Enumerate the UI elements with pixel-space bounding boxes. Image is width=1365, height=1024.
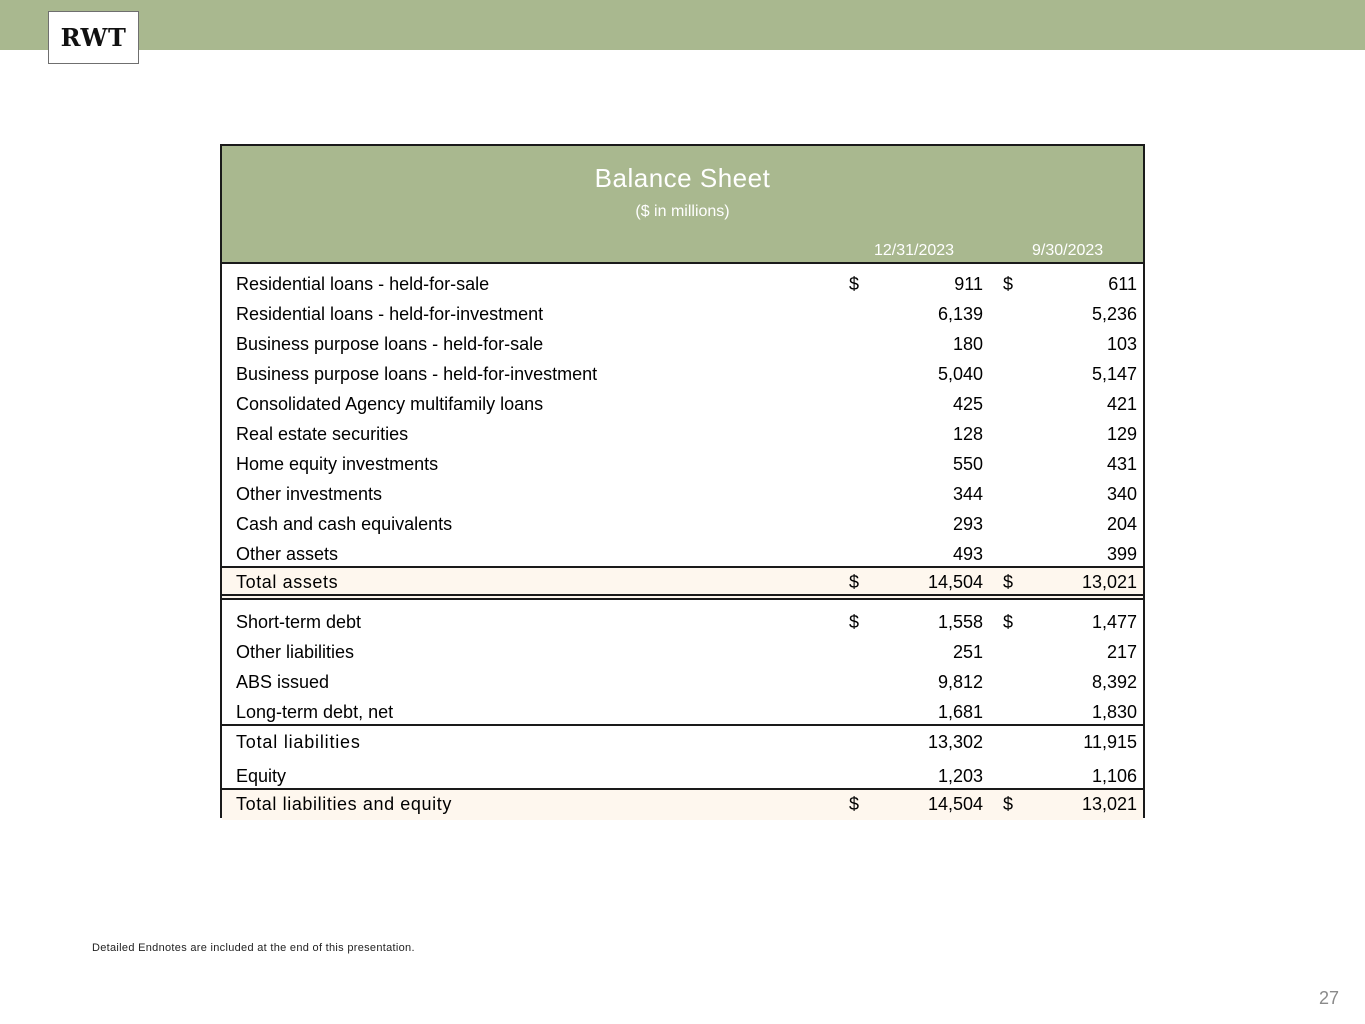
table-subtitle: ($ in millions) xyxy=(635,203,730,220)
table-row xyxy=(222,330,1143,360)
value-current: 180 xyxy=(952,334,983,354)
value-current: 425 xyxy=(952,394,983,414)
row-label: Residential loans - held-for-sale xyxy=(236,274,490,294)
value-current: 9,812 xyxy=(937,672,983,692)
row-label: Real estate securities xyxy=(236,424,409,444)
value-prior: 5,147 xyxy=(1091,364,1137,384)
column-header-current: 12/31/2023 xyxy=(874,242,955,259)
row-label: Total liabilities and equity xyxy=(236,794,452,814)
value-prior: 204 xyxy=(1106,514,1137,534)
value-current: 5,040 xyxy=(937,364,983,384)
row-label: Consolidated Agency multifamily loans xyxy=(236,394,544,414)
currency-symbol: $ xyxy=(1003,274,1014,294)
value-prior: 5,236 xyxy=(1091,304,1137,324)
divider xyxy=(222,594,1143,596)
row-label: Other assets xyxy=(236,544,339,564)
row-label: Home equity investments xyxy=(236,454,439,474)
currency-symbol: $ xyxy=(1003,612,1014,632)
row-label: Other investments xyxy=(236,484,383,504)
value-current: 293 xyxy=(952,514,983,534)
value-prior: 421 xyxy=(1106,394,1137,414)
value-prior: 611 xyxy=(1108,274,1137,294)
value-prior: 103 xyxy=(1106,334,1137,354)
value-prior: 8,392 xyxy=(1091,672,1137,692)
value-current: 1,203 xyxy=(937,766,983,786)
row-label: Cash and cash equivalents xyxy=(236,514,453,534)
row-label: Residential loans - held-for-investment xyxy=(236,304,544,324)
divider xyxy=(222,262,1143,264)
currency-symbol: $ xyxy=(849,572,860,592)
value-prior: 1,477 xyxy=(1091,612,1137,632)
value-current: 14,504 xyxy=(927,572,983,592)
row-label: Short-term debt xyxy=(236,612,362,632)
row-label: ABS issued xyxy=(236,672,330,692)
currency-symbol: $ xyxy=(849,794,860,814)
value-prior: 399 xyxy=(1106,544,1137,564)
table-row xyxy=(222,360,1143,390)
table-row xyxy=(222,420,1143,450)
table-title: Balance Sheet xyxy=(594,163,771,193)
value-current: 14,504 xyxy=(927,794,983,814)
value-prior: 1,830 xyxy=(1091,702,1137,722)
table-row xyxy=(222,668,1143,698)
row-label: Other liabilities xyxy=(236,642,355,662)
value-current: 911 xyxy=(954,274,983,294)
header-band xyxy=(0,0,1365,50)
divider xyxy=(222,598,1143,600)
balance-sheet-table xyxy=(220,144,1145,818)
row-label: Business purpose loans - held-for-sale xyxy=(236,334,544,354)
value-prior: 217 xyxy=(1106,642,1137,662)
currency-symbol: $ xyxy=(1003,794,1014,814)
table-row xyxy=(222,608,1143,638)
value-prior: 129 xyxy=(1106,424,1137,444)
total-liabilities-equity-row xyxy=(222,790,1143,820)
currency-symbol: $ xyxy=(1003,572,1014,592)
row-label: Equity xyxy=(236,766,287,786)
value-current: 550 xyxy=(952,454,983,474)
endnote-text: Detailed Endnotes are included at the end of this presentation. xyxy=(92,942,415,954)
row-label: Total liabilities xyxy=(236,732,361,752)
table-row xyxy=(222,638,1143,668)
value-prior: 13,021 xyxy=(1081,794,1137,814)
row-label: Long-term debt, net xyxy=(236,702,394,722)
divider xyxy=(222,724,1143,726)
value-current: 128 xyxy=(952,424,983,444)
table-row xyxy=(222,390,1143,420)
value-prior: 13,021 xyxy=(1081,572,1137,592)
table-row xyxy=(222,270,1143,300)
value-prior: 340 xyxy=(1106,484,1137,504)
value-current: 6,139 xyxy=(937,304,983,324)
value-prior: 1,106 xyxy=(1091,766,1137,786)
currency-symbol: $ xyxy=(849,612,860,632)
value-current: 1,558 xyxy=(937,612,983,632)
company-logo: RWT xyxy=(48,11,139,64)
value-current: 493 xyxy=(952,544,983,564)
row-label: Total assets xyxy=(236,572,339,592)
total-liabilities-row xyxy=(222,728,1143,758)
table-row xyxy=(222,450,1143,480)
table-header xyxy=(222,146,1143,262)
table-row xyxy=(222,300,1143,330)
value-current: 344 xyxy=(952,484,983,504)
value-current: 1,681 xyxy=(937,702,983,722)
row-label: Business purpose loans - held-for-investment xyxy=(236,364,598,384)
value-current: 251 xyxy=(952,642,983,662)
column-header-prior: 9/30/2023 xyxy=(1032,242,1104,259)
table-row xyxy=(222,510,1143,540)
table-row xyxy=(222,480,1143,510)
currency-symbol: $ xyxy=(849,274,860,294)
value-current: 13,302 xyxy=(927,732,983,752)
page-number: 27 xyxy=(1318,988,1339,1008)
value-prior: 11,915 xyxy=(1083,732,1137,752)
value-prior: 431 xyxy=(1106,454,1137,474)
